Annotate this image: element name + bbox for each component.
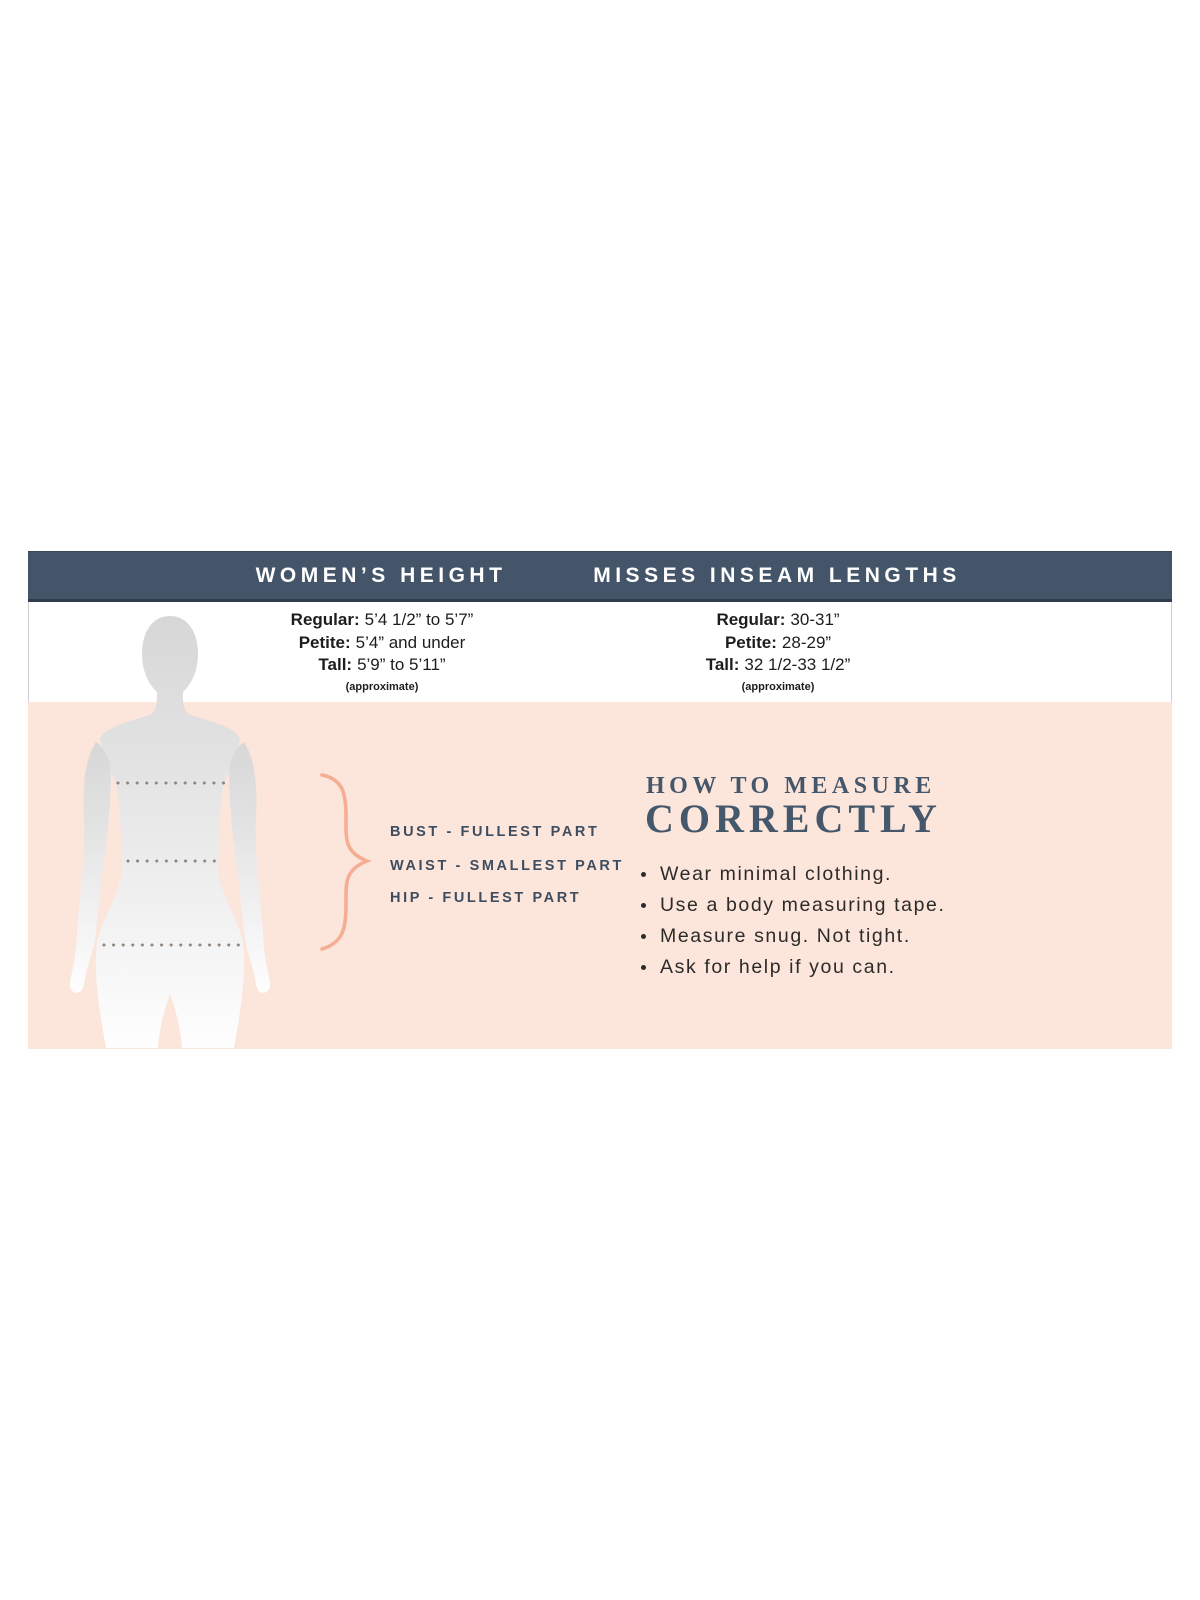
height-tall-row: [291, 654, 474, 677]
brace-icon: [315, 772, 377, 954]
inseam-regular-label: Regular:: [716, 610, 786, 629]
howto-bullet-list: [641, 859, 946, 983]
waist-label: WAIST - SMALLEST PART: [390, 858, 624, 874]
silhouette-body: [96, 616, 244, 1048]
inseam-petite-label: Petite:: [724, 632, 777, 652]
height-tall-label: Tall:: [318, 655, 353, 674]
howto-bullet-3-text: Measure snug. Not tight.: [660, 925, 911, 947]
bullet-icon: [641, 934, 646, 939]
womens-height-details: [291, 609, 474, 695]
howto-bullet-3: [641, 921, 946, 952]
howto-title: CORRECTLY: [645, 796, 942, 841]
height-tall-value: 5’9” to 5’11”: [357, 655, 446, 674]
inseam-tall-value: 32 1/2-33 1/2”: [744, 655, 851, 674]
hip-label: HIP - FULLEST PART: [390, 890, 582, 906]
bullet-icon: [641, 965, 646, 970]
height-approximate-note: (approximate): [345, 680, 419, 693]
inseam-approximate-note: (approximate): [741, 680, 815, 693]
table-header-bar: [28, 551, 1172, 602]
bust-dotted-line: [116, 781, 230, 785]
howto-kicker: HOW TO MEASURE: [646, 773, 936, 799]
womens-height-header: WOMEN’S HEIGHT: [255, 563, 507, 587]
inseam-petite-value: 28-29”: [781, 632, 832, 652]
inseam-petite-row: [706, 632, 851, 655]
height-regular-row: [291, 609, 474, 632]
inseam-regular-row: [706, 609, 851, 632]
howto-bullet-1-text: Wear minimal clothing.: [660, 863, 893, 885]
inseam-details: [706, 609, 851, 695]
height-regular-label: Regular:: [290, 610, 360, 629]
inseam-regular-value: 30-31”: [790, 610, 840, 629]
inseam-tall-row: [706, 654, 851, 677]
bullet-icon: [641, 903, 646, 908]
body-silhouette-illustration: [50, 612, 290, 1048]
height-petite-value: 5’4” and under: [355, 632, 466, 652]
howto-bullet-1: [641, 859, 946, 890]
howto-bullet-2-text: Use a body measuring tape.: [660, 894, 946, 916]
height-petite-row: [291, 632, 474, 655]
bullet-icon: [641, 872, 646, 877]
waist-dotted-line: [126, 859, 220, 863]
misses-inseam-header: MISSES INSEAM LENGTHS: [593, 563, 961, 587]
hip-dotted-line: [102, 943, 244, 947]
bust-label: BUST - FULLEST PART: [390, 824, 600, 840]
inseam-tall-label: Tall:: [705, 655, 740, 674]
size-guide-graphic: [28, 551, 1172, 1049]
howto-bullet-4-text: Ask for help if you can.: [660, 956, 896, 978]
height-regular-value: 5’4 1/2” to 5’7”: [364, 610, 474, 629]
howto-bullet-4: [641, 952, 946, 983]
height-petite-label: Petite:: [298, 632, 351, 652]
howto-bullet-2: [641, 890, 946, 921]
